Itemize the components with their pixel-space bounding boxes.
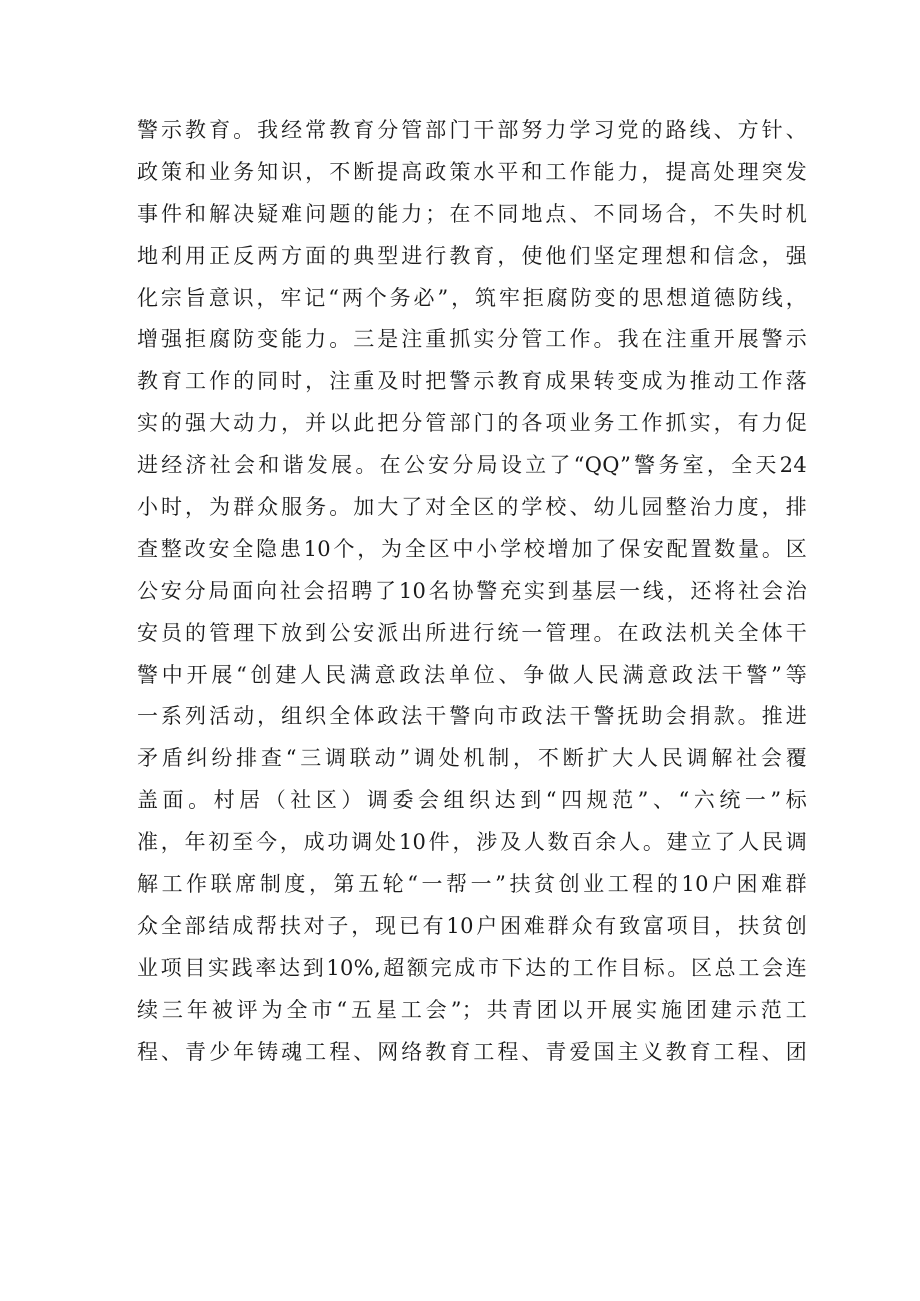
text-line-20: 众全部结成帮扶对子，现已有10户困难群众有致富项目，扶贫创 — [137, 913, 807, 938]
text-line-15: 一系列活动，组织全体政法干警向市政法干警抚助会捐款。推进 — [137, 704, 807, 729]
text-line-4: 地利用正反两方面的典型进行教育，使他们坚定理想和信念，强 — [137, 243, 807, 268]
text-line-11: 查整改安全隐患10个，为全区中小学校增加了保安配置数量。区 — [137, 536, 807, 561]
text-line-1: 警示教育。我经常教育分管部门干部努力学习党的路线、方针、 — [137, 118, 807, 142]
text-line-7: 教育工作的同时，注重及时把警示教育成果转变成为推动工作落 — [137, 369, 807, 394]
text-line-17: 盖面。村居（社区）调委会组织达到“四规范”、“六统一”标 — [137, 788, 807, 813]
body-paragraph — [137, 110, 807, 1073]
text-line-12: 公安分局面向社会招聘了10名协警充实到基层一线，还将社会治 — [137, 578, 807, 603]
text-line-14: 警中开展“创建人民满意政法单位、争做人民满意政法干警”等 — [137, 662, 807, 687]
text-line-5: 化宗旨意识，牢记“两个务必”，筑牢拒腐防变的思想道德防线， — [137, 285, 807, 310]
text-line-3: 事件和解决疑难问题的能力；在不同地点、不同场合，不失时机 — [137, 201, 807, 226]
text-line-23: 程、青少年铸魂工程、网络教育工程、青爱国主义教育工程、团 — [137, 1039, 807, 1064]
text-line-13: 安员的管理下放到公安派出所进行统一管理。在政法机关全体干 — [137, 620, 807, 645]
text-line-10: 小时，为群众服务。加大了对全区的学校、幼儿园整治力度，排 — [137, 495, 807, 520]
text-line-22: 续三年被评为全市“五星工会”；共青团以开展实施团建示范工 — [137, 997, 807, 1022]
text-line-19: 解工作联席制度，第五轮“一帮一”扶贫创业工程的10户困难群 — [137, 872, 807, 897]
text-line-2: 政策和业务知识，不断提高政策水平和工作能力，提高处理突发 — [137, 159, 807, 184]
text-line-9: 进经济社会和谐发展。在公安分局设立了“QQ”警务室，全天24 — [137, 453, 807, 478]
text-line-21: 业项目实践率达到10%,超额完成市下达的工作目标。区总工会连 — [137, 955, 807, 980]
text-line-18: 准，年初至今，成功调处10件，涉及人数百余人。建立了人民调 — [137, 830, 807, 855]
text-line-6: 增强拒腐防变能力。三是注重抓实分管工作。我在注重开展警示 — [137, 327, 807, 352]
text-line-16: 矛盾纠纷排查“三调联动”调处机制，不断扩大人民调解社会覆 — [137, 746, 807, 771]
text-line-8: 实的强大动力，并以此把分管部门的各项业务工作抓实，有力促 — [137, 411, 807, 436]
